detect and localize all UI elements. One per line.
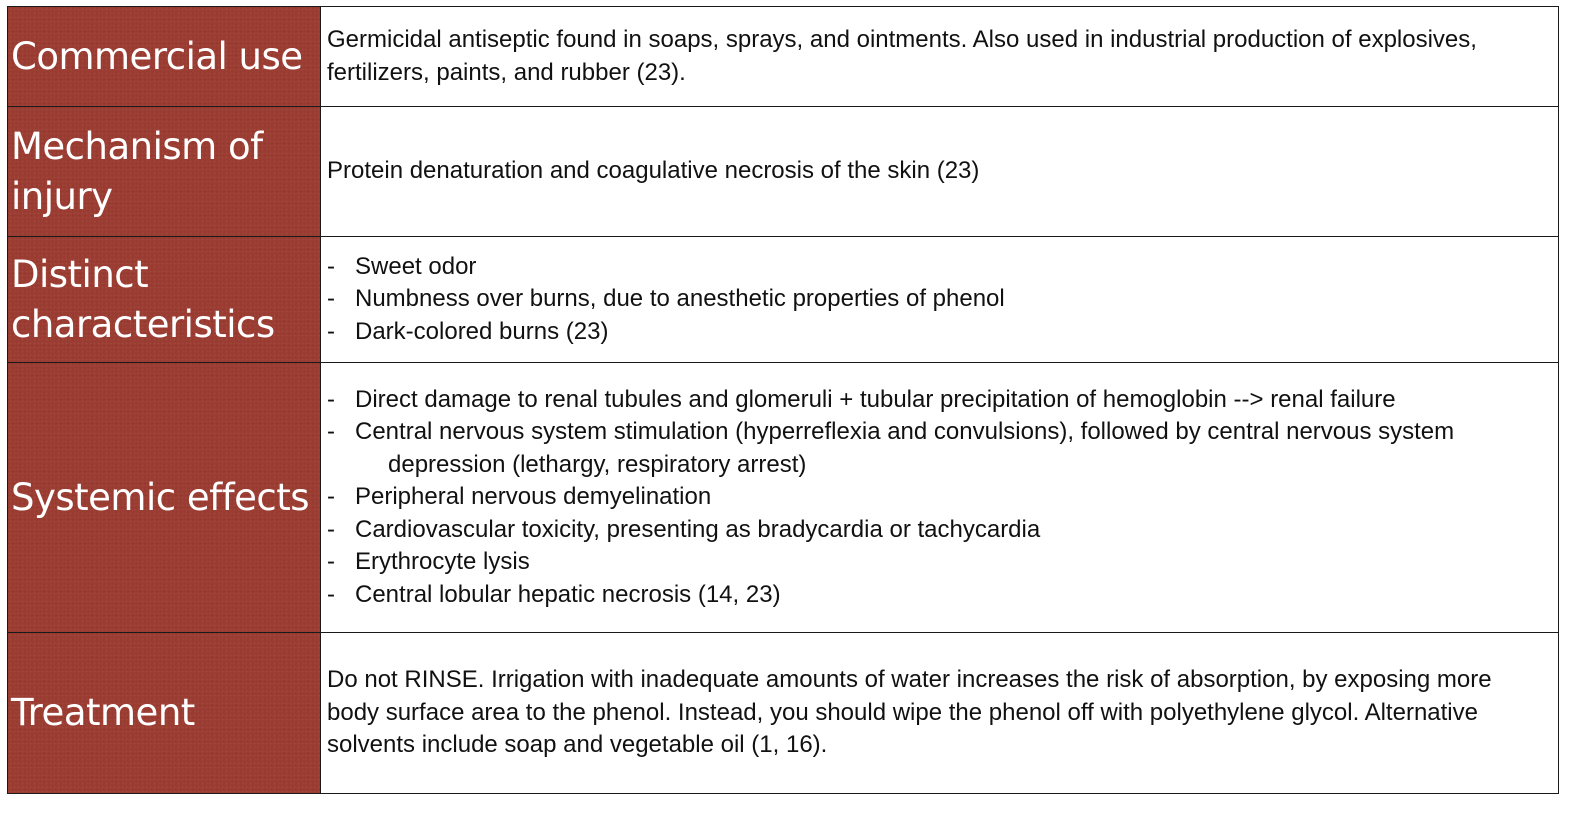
list-item bbox=[327, 481, 1550, 514]
bullet-dash: - bbox=[327, 317, 335, 345]
bullet-dash: - bbox=[327, 483, 335, 511]
bullet-dash: - bbox=[327, 580, 335, 608]
heading-cell bbox=[8, 363, 321, 633]
row-systemic-effects bbox=[8, 363, 1559, 633]
content-cell bbox=[321, 633, 1559, 794]
list-item-text: Sweet odor bbox=[355, 252, 477, 280]
list-item-text: Direct damage to renal tubules and glomeruli + tubular precipitation of hemoglobin --> renal failure bbox=[355, 385, 1396, 413]
list-item bbox=[327, 416, 1550, 481]
list-item-text: Central lobular hepatic necrosis (14, 23) bbox=[355, 580, 781, 608]
list-item-text: Cardiovascular toxicity, presenting as bradycardia or tachycardia bbox=[355, 515, 1041, 543]
list-item bbox=[327, 579, 1550, 612]
heading-treatment: Treatment bbox=[11, 691, 195, 734]
bullet-dash: - bbox=[327, 252, 335, 280]
content-cell bbox=[321, 237, 1559, 363]
row-distinct-characteristics bbox=[8, 237, 1559, 363]
list-item-text: Central nervous system stimulation (hyperreflexia and convulsions), followed by central nervous system depression (lethargy, respiratory arrest) bbox=[355, 418, 1455, 478]
heading-systemic-effects: Systemic effects bbox=[11, 475, 310, 519]
distinct-characteristics-list bbox=[327, 251, 1550, 349]
bullet-dash: - bbox=[327, 515, 335, 543]
systemic-effects-list bbox=[327, 384, 1550, 612]
list-item bbox=[327, 546, 1550, 579]
row-commercial-use bbox=[8, 7, 1559, 107]
list-item bbox=[327, 384, 1550, 417]
phenol-burn-table bbox=[7, 6, 1559, 794]
bullet-dash: - bbox=[327, 285, 335, 313]
list-item-text: Erythrocyte lysis bbox=[355, 548, 530, 576]
commercial-use-text: Germicidal antiseptic found in soaps, sprays, and ointments. Also used in industrial production of explosives, fertilizers, paints, and rubber (23). bbox=[327, 26, 1477, 86]
mechanism-of-injury-text: Protein denaturation and coagulative necrosis of the skin (23) bbox=[327, 157, 980, 185]
heading-distinct-characteristics: Distinct characteristics bbox=[11, 252, 275, 346]
content-cell bbox=[321, 7, 1559, 107]
row-treatment bbox=[8, 633, 1559, 794]
treatment-text: Do not RINSE. Irrigation with inadequate amounts of water increases the risk of absorption, by exposing more body surface area to the phenol. Instead, you should wipe the phenol off with polyethylene glycol. Alternative solvents include soap and vegetable oil (1, 16). bbox=[327, 666, 1492, 759]
bullet-dash: - bbox=[327, 418, 335, 446]
row-mechanism-of-injury bbox=[8, 107, 1559, 237]
list-item bbox=[327, 283, 1550, 316]
list-item bbox=[327, 251, 1550, 284]
heading-mechanism-of-injury: Mechanism of injury bbox=[11, 124, 263, 218]
heading-cell bbox=[8, 633, 321, 794]
list-item bbox=[327, 514, 1550, 547]
bullet-dash: - bbox=[327, 548, 335, 576]
list-item bbox=[327, 316, 1550, 349]
heading-cell bbox=[8, 107, 321, 237]
list-item-text: Peripheral nervous demyelination bbox=[355, 483, 712, 511]
list-item-text: Dark-colored burns (23) bbox=[355, 317, 609, 345]
content-cell bbox=[321, 107, 1559, 237]
content-cell bbox=[321, 363, 1559, 633]
heading-commercial-use: Commercial use bbox=[11, 34, 303, 78]
list-item-text: Numbness over burns, due to anesthetic properties of phenol bbox=[355, 285, 1005, 313]
heading-cell bbox=[8, 237, 321, 363]
heading-cell bbox=[8, 7, 321, 107]
bullet-dash: - bbox=[327, 385, 335, 413]
